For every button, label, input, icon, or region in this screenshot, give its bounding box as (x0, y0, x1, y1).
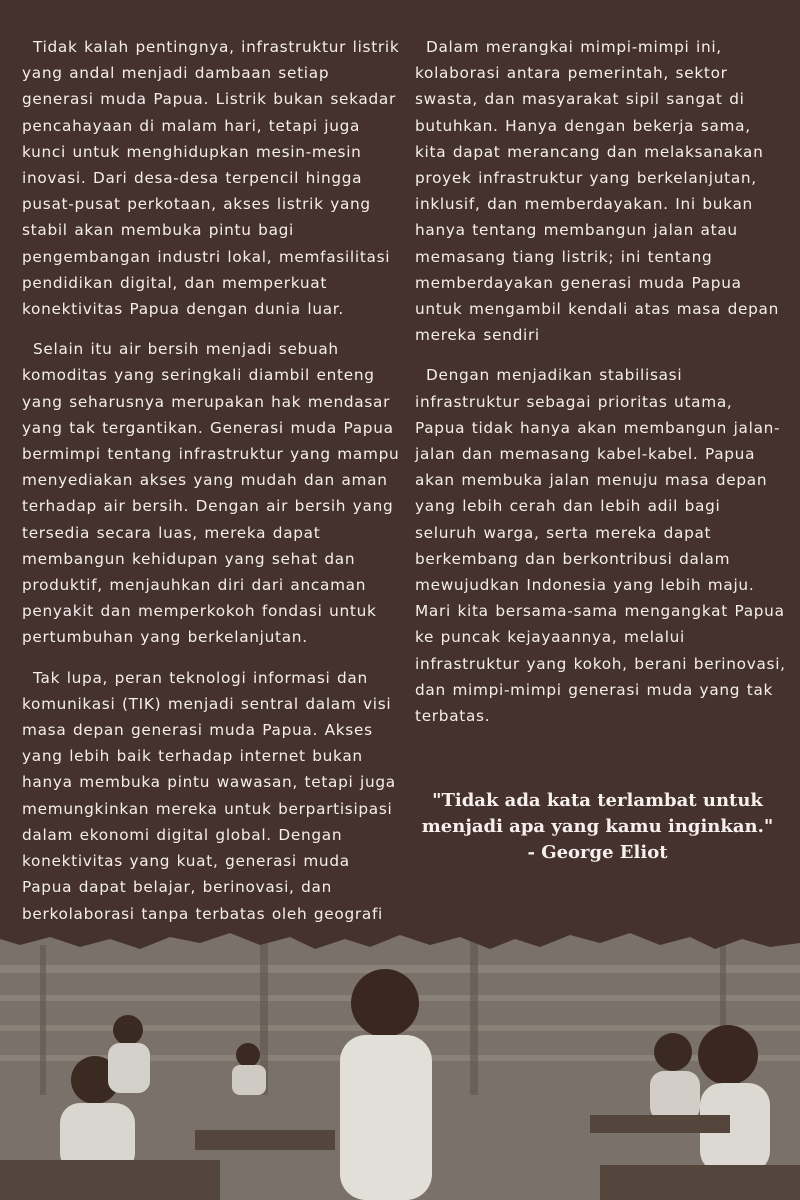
quote-block (420, 788, 775, 866)
right-paragraph-collaboration: Dalam merangkai mimpi-mimpi ini, kolaborasi antara pemerintah, sektor swasta, dan masyarakat sipil sangat di butuhkan. Hanya dengan bekerja sama, kita dapat merancang dan melaksanakan proyek infrastruktur yang berkelanjutan, inklusif, dan memberdayakan. Ini bukan hanya tentang membangun jalan atau memasang tiang listrik; ini tentang memberdayakan generasi muda Papua untuk mengambil kendali atas masa depan mereka sendiri (415, 38, 779, 345)
left-column (22, 34, 404, 967)
classroom-photo (0, 925, 800, 1200)
quote-line-2: menjadi apa yang kamu inginkan." (421, 816, 774, 837)
right-paragraph-stabilization: Dengan menjadikan stabilisasi infrastruktur sebagai prioritas utama, Papua tidak hanya akan membangun jalan-jalan dan memasang kabel-kabel. Papua akan membuka jalan menuju masa depan yang lebih cerah dan lebih adil bagi seluruh warga, serta mereka dapat berkembang dan berkontribusi dalam mewujudkan Indonesia yang lebih maju. Mari kita bersama-sama mengangkat Papua ke puncak kejayaannya, melalui infrastruktur yang kokoh, berani berinovasi, dan mimpi-mimpi generasi muda yang tak terbatas. (415, 366, 786, 726)
left-paragraph-ict: Tak lupa, peran teknologi informasi dan komunikasi (TIK) menjadi sentral dalam visi masa depan generasi muda Papua. Akses yang lebih baik terhadap internet bukan hanya membuka pintu wawasan, tetapi juga memungkinkan mereka untuk berpartisipasi dalam ekonomi digital global. Dengan konektivitas yang kuat, generasi muda Papua dapat belajar, berinovasi, dan berkolaborasi tanpa terbatas oleh geografi (22, 668, 396, 923)
left-paragraph-electricity: Tidak kalah pentingnya, infrastruktur listrik yang andal menjadi dambaan setiap generasi muda Papua. Listrik bukan sekadar pencahayaan di malam hari, tetapi juga kunci untuk menghidupkan mesin-mesin inovasi. Dari desa-desa terpencil hingga pusat-pusat perkotaan, akses listrik yang stabil akan membuka pintu bagi pengembangan industri lokal, memfasilitasi pendidikan digital, dan memperkuat konektivitas Papua dengan dunia luar. (22, 38, 400, 319)
quote-line-1: "Tidak ada kata terlambat untuk (432, 790, 763, 811)
left-paragraph-water: Selain itu air bersih menjadi sebuah komoditas yang seringkali diambil enteng yang seharusnya merupakan hak mendasar yang tak tergantikan. Generasi muda Papua bermimpi tentang infrastruktur yang mampu menyediakan akses yang mudah dan aman terhadap air bersih. Dengan air bersih yang tersedia secara luas, mereka dapat membangun kehidupan yang sehat dan produktif, menjauhkan diri dari ancaman penyakit dan memperkokoh fondasi untuk pertumbuhan yang berkelanjutan. (22, 340, 400, 647)
right-column (415, 34, 787, 743)
classroom-photo-illustration (0, 925, 800, 1200)
quote-author: - George Eliot (527, 842, 668, 863)
